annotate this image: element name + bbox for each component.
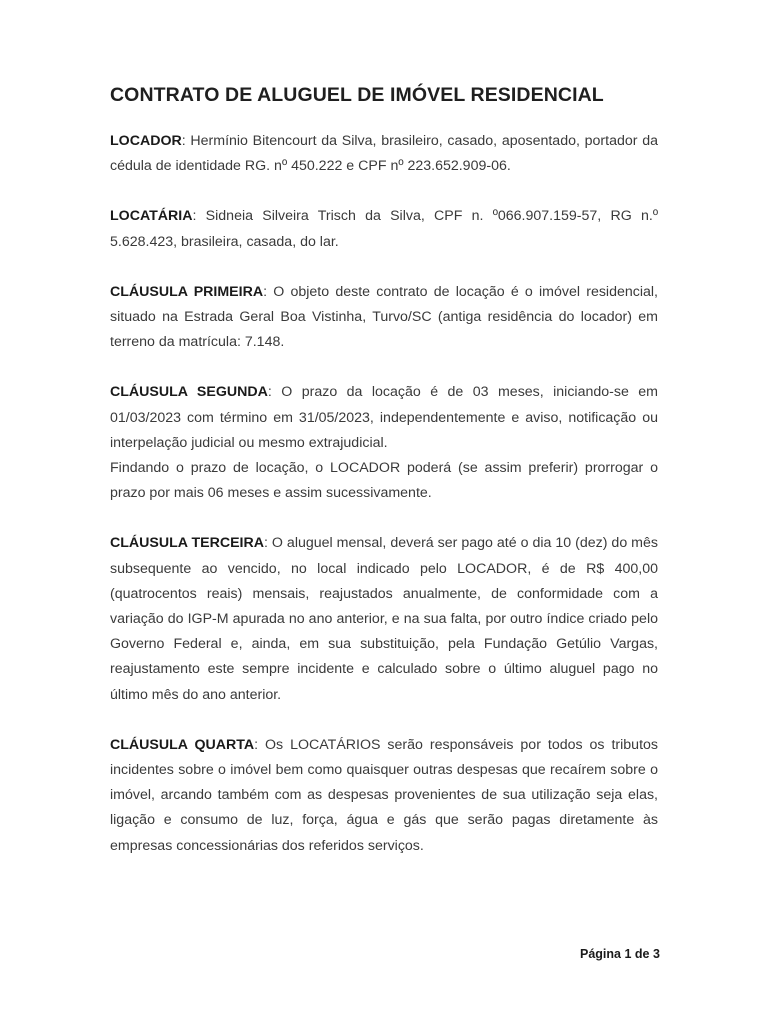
clause-quarta	[110, 733, 658, 859]
clause-text: : Os LOCATÁRIOS serão responsáveis por todos os tributos incidentes sobre o imóvel bem como quaisquer outras despesas que recaírem sobre o imóvel, arcando também com as despesas provenientes de sua utilização seja elas, ligação e consumo de luz, força, água e gás que serão pagas diretamente às empresas concessionárias dos referidos serviços.	[110, 736, 658, 854]
clause-text: : Hermínio Bitencourt da Silva, brasileiro, casado, aposentado, portador da cédula de identidade RG. nº 450.222 e CPF nº 223.652.909-06.	[110, 133, 658, 175]
clause-locataria	[110, 204, 658, 254]
page-number: Página 1 de 3	[580, 947, 660, 961]
clause-label: CLÁUSULA QUARTA	[110, 736, 255, 753]
clause-label: LOCADOR	[110, 133, 182, 149]
clause-segunda-continuation: Findando o prazo de locação, o LOCADOR poderá (se assim preferir) prorrogar o prazo por mais 06 meses e assim sucessivamente.	[110, 460, 658, 502]
clause-terceira	[110, 531, 658, 707]
clause-text: : Sidneia Silveira Trisch da Silva, CPF n. º066.907.159-57, RG n.º 5.628.423, brasileira, casada, do lar.	[110, 208, 658, 250]
clause-label: CLÁUSULA PRIMEIRA	[110, 283, 264, 300]
clause-text: : O objeto deste contrato de locação é o imóvel residencial, situado na Estrada Geral Boa Vistinha, Turvo/SC (antiga residência do locador) em terreno da matrícula: 7.148.	[110, 283, 658, 351]
clause-label: CLÁUSULA TERCEIRA	[110, 535, 264, 552]
clause-locador	[110, 129, 658, 179]
document-title: CONTRATO DE ALUGUEL DE IMÓVEL RESIDENCIAL	[110, 84, 604, 106]
clause-primeira	[110, 280, 658, 356]
clause-segunda	[110, 380, 658, 456]
clause-text: : O prazo da locação é de 03 meses, iniciando-se em 01/03/2023 com término em 31/05/2023, independentemente e aviso, notificação ou interpelação judicial ou mesmo extrajudicial.	[110, 384, 658, 451]
clause-label: LOCATÁRIA	[110, 208, 193, 225]
clause-text: : O aluguel mensal, deverá ser pago até o dia 10 (dez) do mês subsequente ao vencido, no local indicado pelo LOCADOR, é de R$ 400,00 (quatrocentos reais) mensais, reajustados anualmente, de conformidade com a variação do IGP-M apurada no ano anterior, e na sua falta, por outro índice criado pelo Governo Federal e, ainda, em sua substituição, pela Fundação Getúlio Vargas, reajustamento este sempre incidente e calculado sobre o último aluguel pago no último mês do ano anterior.	[110, 535, 658, 703]
clause-label: CLÁUSULA SEGUNDA	[110, 384, 268, 401]
document-page	[110, 84, 658, 859]
